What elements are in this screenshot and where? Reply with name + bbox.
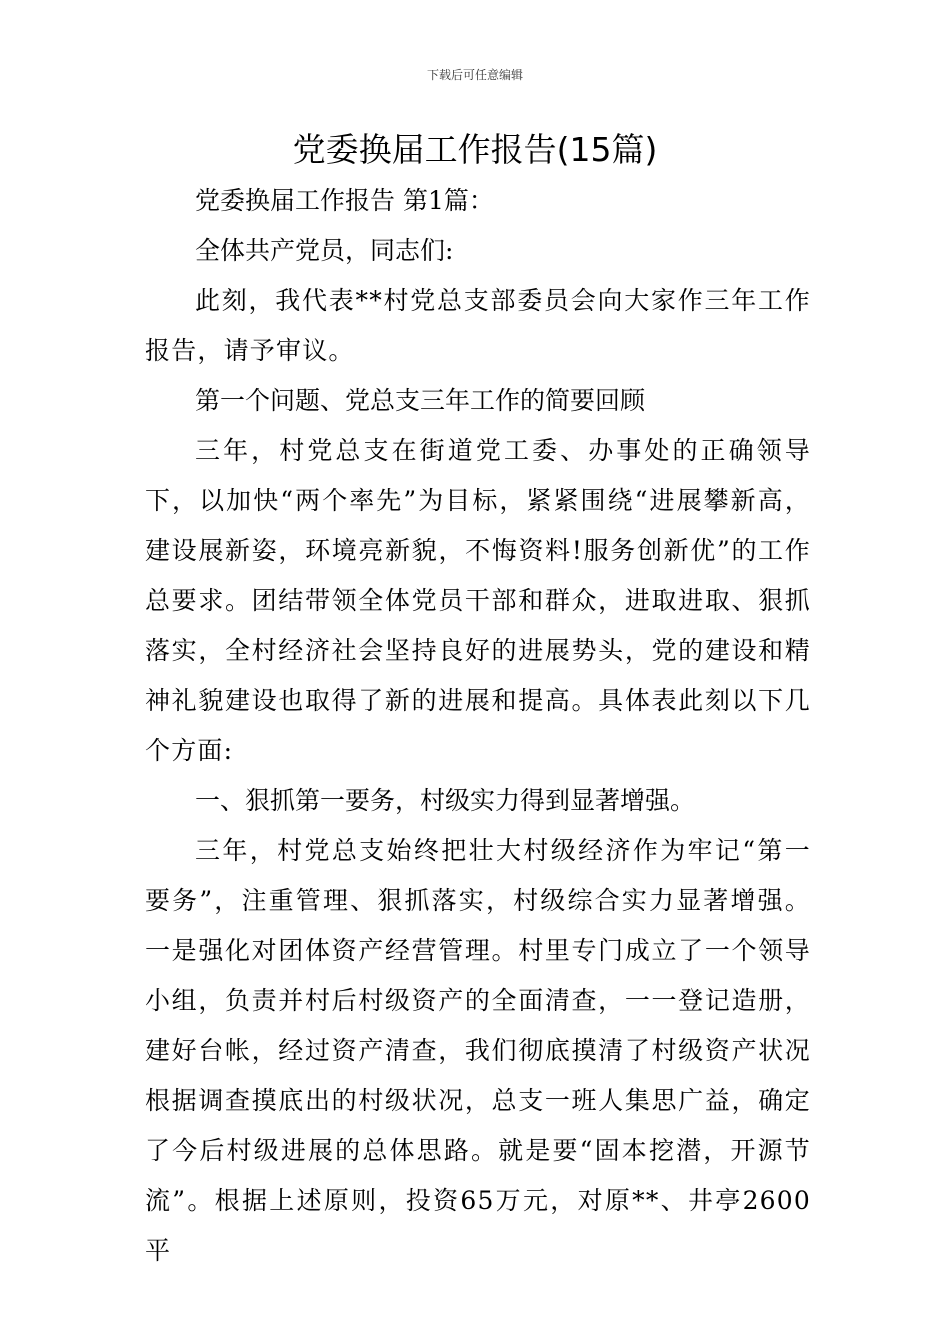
paragraph-overview: 三年，村党总支在街道党工委、办事处的正确领导下，以加快“两个率先”为目标，紧紧围绕“进展攀新高，建设展新姿，环境亮新貌，不悔资料!服务创新优”的工作总要求。团结带领全体党员干部和群众，进取进取、狠抓落实，全村经济社会坚持良好的进展势头，党的建设和精神礼貌建设也取得了新的进展和提高。具体表此刻以下几个方面: xyxy=(145,436,811,765)
paragraph-economy: 三年，村党总支始终把壮大村级经济作为牢记“第一要务”，注重管理、狠抓落实，村级综合实力显著增强。一是强化对团体资产经营管理。村里专门成立了一个领导小组，负责并村后村级资产的全面清查，一一登记造册，建好台帐，经过资产清查，我们彻底摸清了村级资产状况根据调查摸底出的村级状况，总支一班人集思广益，确定了今后村级进展的总体思路。就是要“固本挖潜，开源节流”。根据上述原则，投资65万元，对原**、井亭2600平 xyxy=(145,836,811,1265)
paragraph-subheading-review: 第一个问题、党总支三年工作的简要回顾 xyxy=(195,386,646,415)
document-title: 党委换届工作报告(15篇) xyxy=(292,130,658,169)
paragraph-section-heading: 党委换届工作报告 第1篇： xyxy=(195,186,494,215)
paragraph-salutation: 全体共产党员，同志们: xyxy=(195,236,454,265)
paragraph-subheading-first-task: 一、狠抓第一要务，村级实力得到显著增强。 xyxy=(195,786,696,815)
paragraph-intro: 此刻，我代表**村党总支部委员会向大家作三年工作报告，请予审议。 xyxy=(145,286,811,365)
header-note: 下载后可任意编辑 xyxy=(426,68,523,82)
document-body xyxy=(145,176,811,1276)
